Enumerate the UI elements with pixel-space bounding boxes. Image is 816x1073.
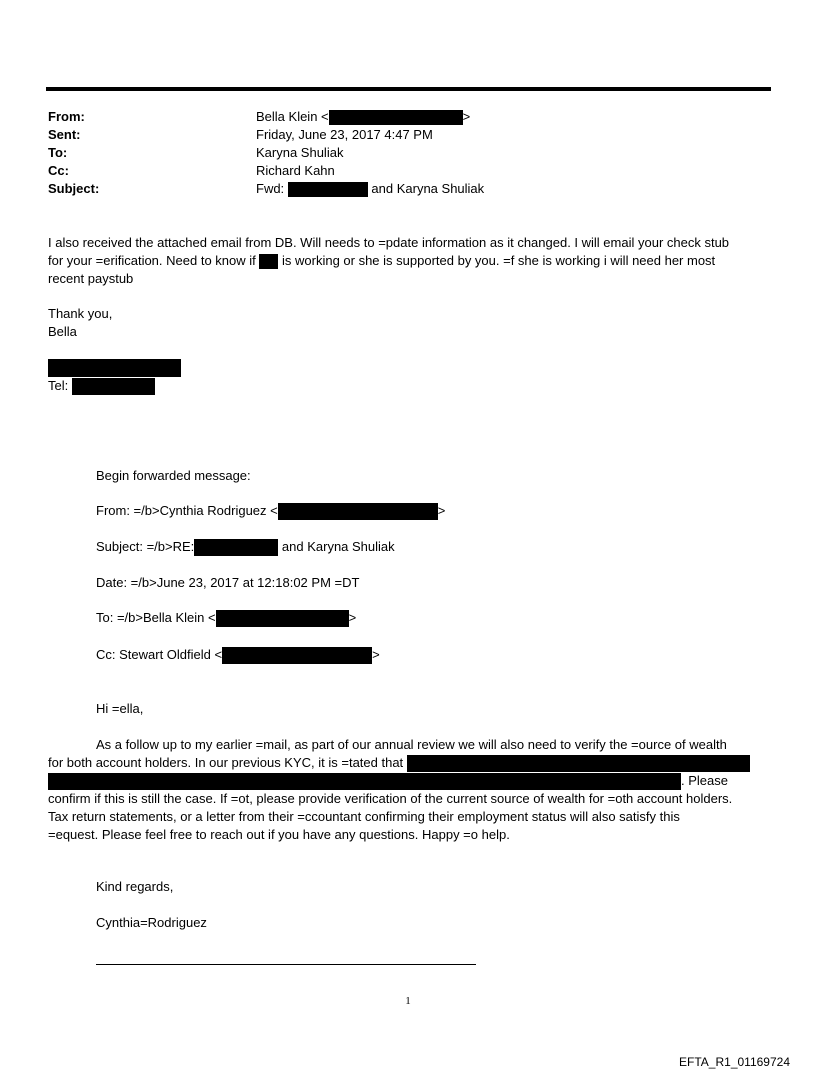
fwd-para-line: confirm if this is still the case. If =ot, please provide verification of the current source of wealth for =oth account holders. (48, 791, 733, 807)
fwd-from-close: > (437, 503, 446, 518)
sent-value: Friday, June 23, 2017 4:47 PM (256, 127, 433, 142)
redaction-block (48, 773, 681, 790)
document-id: EFTA_R1_01169724 (679, 1055, 790, 1069)
closing-text: Kind regards, (96, 879, 174, 894)
fwd-para-line: =equest. Please feel free to reach out if you have any questions. Happy =o help. (48, 827, 510, 843)
fwd-to-close: > (348, 610, 357, 625)
forwarded-from (96, 502, 445, 520)
thanks-text: Thank you, (48, 306, 113, 321)
header-from-row (48, 108, 748, 126)
redaction-block (216, 610, 349, 627)
subject-label: Subject: (48, 181, 100, 196)
fwd-subject-suffix: and Karyna Shuliak (281, 539, 395, 554)
redaction-block (278, 503, 438, 520)
fwd-para-line: As a follow up to my earlier =mail, as part of our annual review we will also need to verify the =ource of wealth (96, 737, 727, 752)
tel-line (48, 377, 155, 395)
from-value (256, 108, 470, 126)
to-value: Karyna Shuliak (256, 145, 344, 160)
header-cc-row (48, 162, 748, 180)
header-subject-row (48, 180, 748, 198)
body-text: for your =erification. Need to know if (48, 253, 256, 268)
page-number: 1 (405, 995, 411, 1007)
cc-label: Cc: (48, 163, 69, 178)
redaction-block (288, 182, 368, 197)
fwd-para-text: . Please (681, 773, 728, 789)
from-label: From: (48, 109, 85, 124)
header-rule (46, 87, 771, 91)
forwarded-greeting: Hi =ella, (96, 701, 144, 716)
forwarded-date: Date: =/b>June 23, 2017 at 12:18:02 PM =DT (96, 575, 360, 590)
from-close: > (462, 109, 471, 124)
signature-text: Cynthia=Rodriguez (96, 915, 207, 930)
forwarded-to (96, 609, 356, 627)
to-label: To: (48, 145, 68, 160)
fwd-cc-close: > (372, 647, 380, 662)
forwarded-paragraph (48, 736, 778, 844)
body-line: recent paystub (48, 271, 134, 286)
fwd-para-line: Tax return statements, or a letter from their =ccountant confirming their employment status will also satisfy this (48, 809, 680, 825)
forwarded-subject (96, 538, 395, 556)
body-paragraph (48, 234, 778, 288)
subject-suffix: and Karyna Shuliak (371, 181, 485, 196)
subject-value (256, 180, 484, 198)
redaction-block (72, 378, 155, 395)
sent-label: Sent: (48, 127, 81, 142)
redaction-block (259, 254, 278, 269)
redaction-block (194, 539, 278, 556)
body-line: I also received the attached email from DB. Will needs to =pdate information as it changed. I will email your check stub (48, 235, 730, 250)
email-header (48, 108, 748, 198)
fwd-para-line (48, 754, 778, 772)
fwd-to-text: To: =/b>Bella Klein < (96, 610, 216, 625)
cc-value: Richard Kahn (256, 163, 335, 178)
redaction-block (222, 647, 372, 664)
header-to-row (48, 144, 748, 162)
redaction-block (407, 755, 750, 772)
body-line (48, 252, 778, 270)
fwd-from-text: From: =/b>Cynthia Rodriguez < (96, 503, 278, 518)
from-name: Bella Klein < (256, 109, 329, 124)
redaction-block (48, 359, 181, 377)
fwd-para-text: for both account holders. In our previous KYC, it is =tated that (48, 755, 404, 770)
forwarded-cc (96, 646, 380, 664)
signature-redaction (48, 358, 181, 377)
fwd-subject-text: Subject: =/b>RE: (96, 539, 195, 554)
forwarded-intro: Begin forwarded message: (96, 468, 251, 483)
body-text: is working or she is supported by you. =f she is working i will need her most (282, 253, 716, 268)
subject-prefix: Fwd: (256, 181, 285, 196)
signoff-text: Bella (48, 324, 77, 339)
footer-rule (96, 964, 476, 965)
header-sent-row (48, 126, 748, 144)
tel-label: Tel: (48, 378, 69, 393)
fwd-cc-text: Cc: Stewart Oldfield < (96, 647, 223, 662)
redaction-block (329, 110, 463, 125)
fwd-para-line (48, 772, 778, 790)
